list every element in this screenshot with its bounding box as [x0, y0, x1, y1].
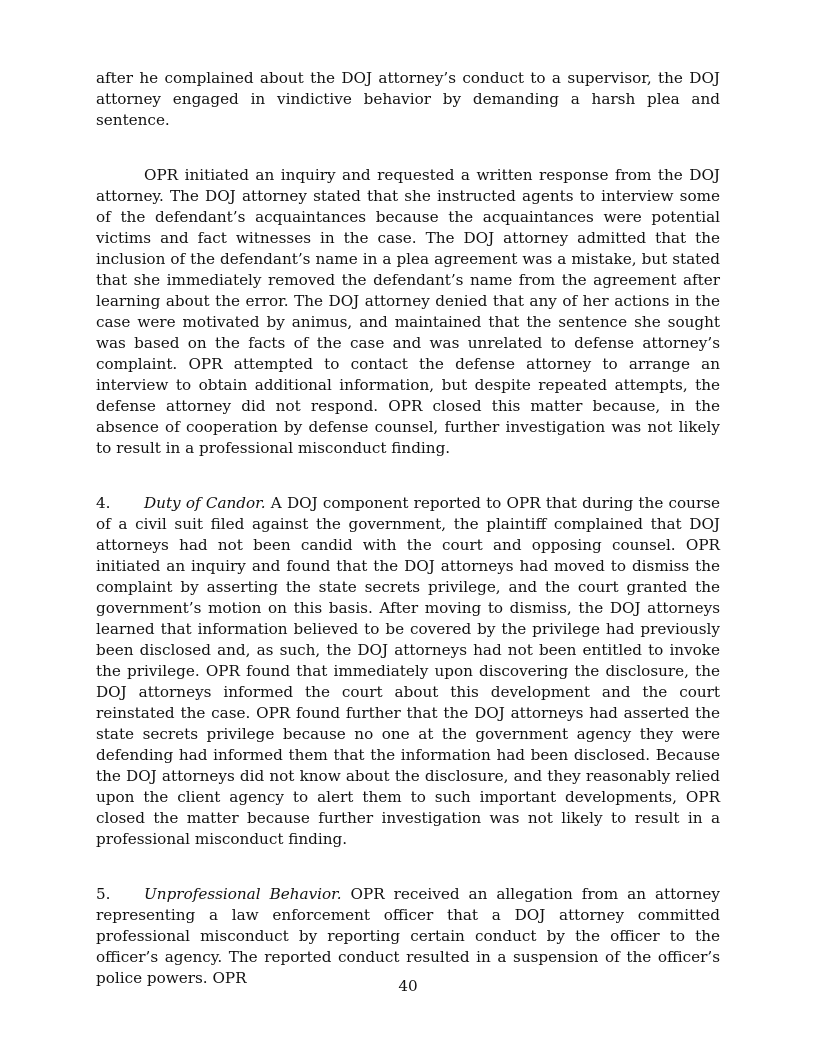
item-text: OPR received an allegation from an attorney representing a law enforcement officer that a DOJ attorney committed professional misconduct by reporting certain conduct by the officer to the officer’s agency. The reported conduct resulted in a suspension of the officer’s police powers. OPR	[96, 885, 720, 987]
item-text: A DOJ component reported to OPR that during the course of a civil suit filed against the government, the plaintiff complained that DOJ attorneys had not been candid with the court and opposing counsel. OPR initiated an inquiry and found that the DOJ attorneys had moved to dismiss the complaint by asserting the state secrets privilege, and the court granted the government’s motion on this basis. After moving to dismiss, the DOJ attorneys learned that information believed to be covered by the privilege had previously been disclosed and, as such, the DOJ attorneys had not been entitled to invoke the privilege. OPR found that immediately upon discovering the disclosure, the DOJ attorneys informed the court about this development and the court reinstated the case. OPR found further that the DOJ attorneys had asserted the state secrets privilege because no one at the government agency they were defending had informed them that the information had been disclosed. Because the DOJ attorneys did not know about the disclosure, and they reasonably relied upon the client agency to alert them to such important developments, OPR closed the matter because further investigation was not likely to result in a professional misconduct finding.	[96, 494, 720, 848]
paragraph-opr-inquiry: OPR initiated an inquiry and requested a written response from the DOJ attorney. The DOJ attorney stated that she instructed agents to interview some of the defendant’s acquaintances because the acquaintances were potential victims and fact witnesses in the case. The DOJ attorney admitted that the inclusion of the defendant’s name in a plea agreement was a mistake, but stated that she immediately removed the defendant’s name from the agreement after learning about the error. The DOJ attorney denied that any of her actions in the case were motivated by animus, and maintained that the sentence she sought was based on the facts of the case and was unrelated to defense attorney’s complaint. OPR attempted to contact the defense attorney to arrange an interview to obtain additional information, but despite repeated attempts, the defense attorney did not respond. OPR closed this matter because, in the absence of cooperation by defense counsel, further investigation was not likely to result in a professional misconduct finding.	[96, 166, 720, 457]
item-heading: Unprofessional Behavior.	[144, 885, 342, 903]
item-duty-of-candor	[96, 493, 720, 850]
document-body	[96, 68, 720, 989]
item-heading: Duty of Candor.	[144, 494, 266, 512]
page-number: 40	[398, 977, 418, 995]
paragraph-continuation: after he complained about the DOJ attorney’s conduct to a supervisor, the DOJ attorney engaged in vindictive behavior by demanding a harsh plea and sentence.	[96, 69, 720, 129]
item-unprofessional-behavior	[96, 884, 720, 989]
item-number: 4.	[96, 494, 111, 512]
item-number: 5.	[96, 885, 111, 903]
